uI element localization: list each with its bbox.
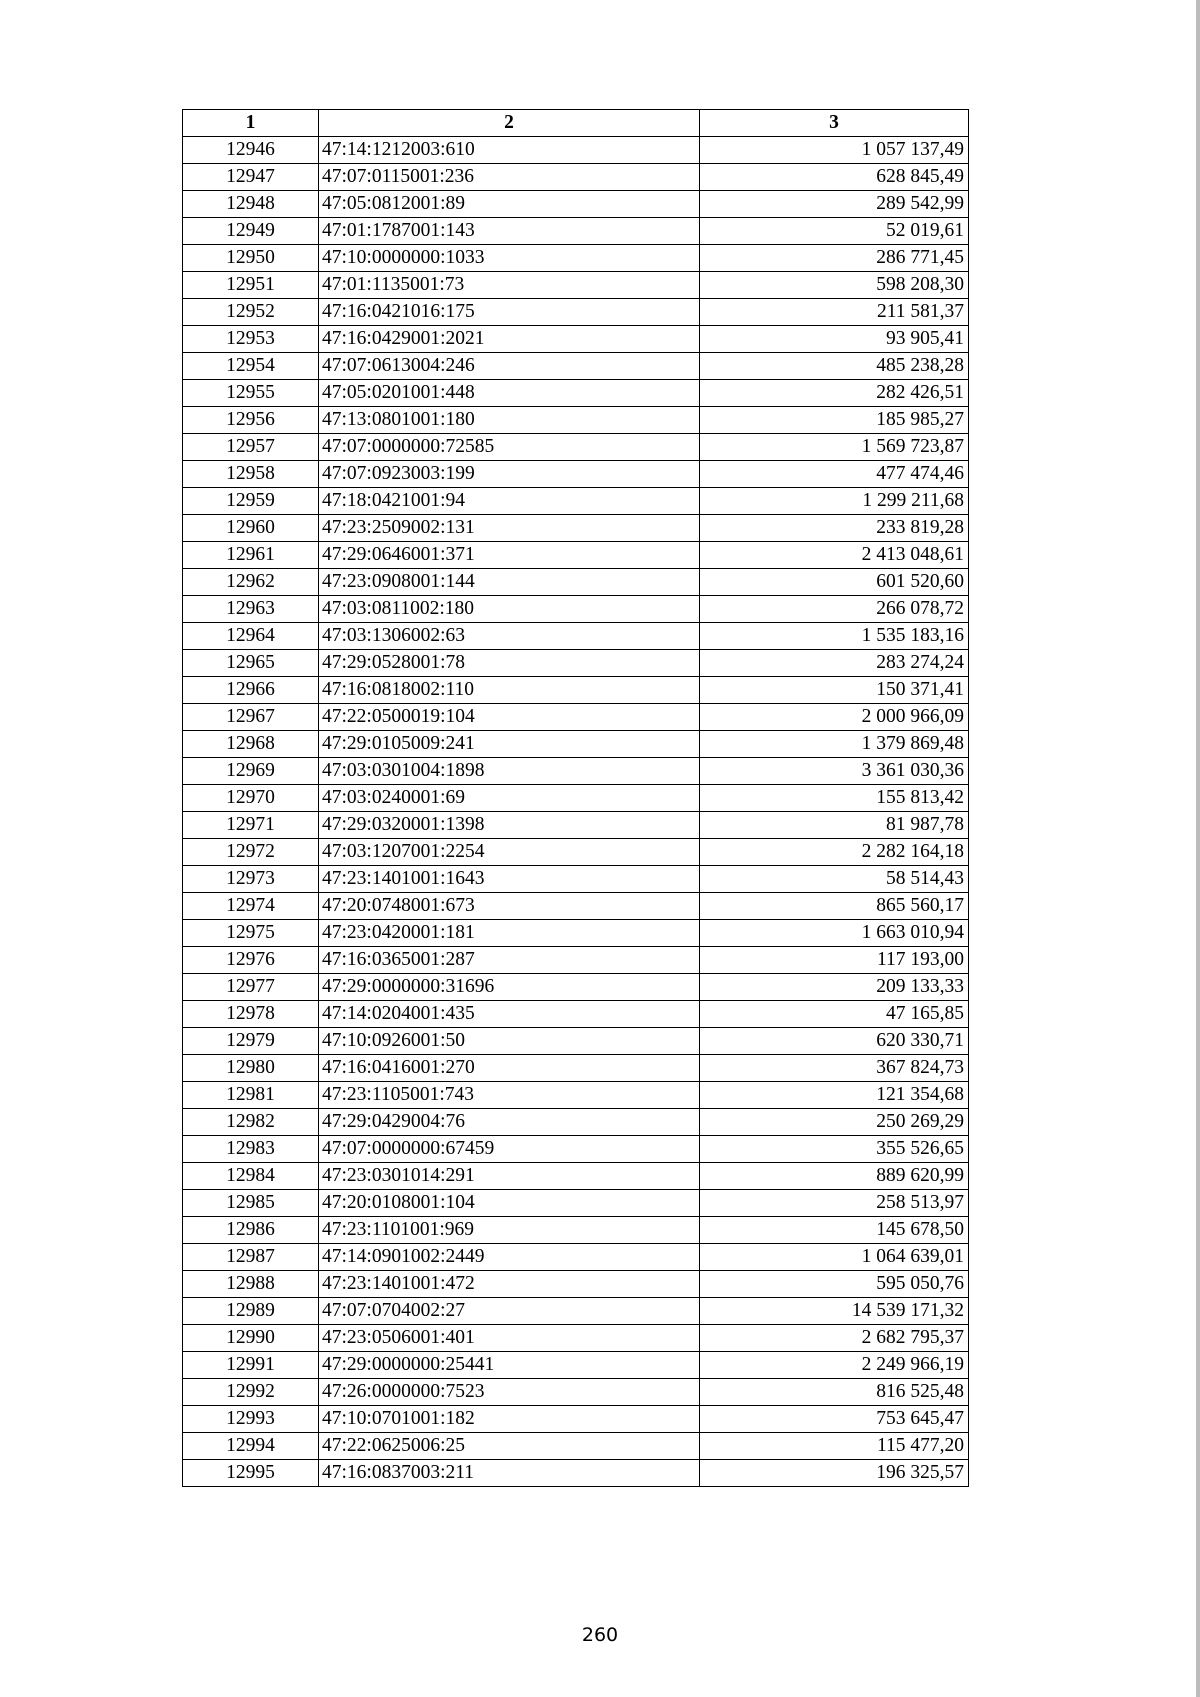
table-row xyxy=(183,650,969,677)
table-row xyxy=(183,1379,969,1406)
table-row xyxy=(183,866,969,893)
row-number-cell: 12962 xyxy=(183,569,319,596)
value-cell: 47 165,85 xyxy=(700,1001,969,1028)
row-number-cell: 12986 xyxy=(183,1217,319,1244)
row-number-cell: 12959 xyxy=(183,488,319,515)
row-number-cell: 12957 xyxy=(183,434,319,461)
cadastral-number-cell: 47:16:0837003:211 xyxy=(319,1460,700,1487)
cadastral-number-cell: 47:16:0429001:2021 xyxy=(319,326,700,353)
value-cell: 233 819,28 xyxy=(700,515,969,542)
value-cell: 286 771,45 xyxy=(700,245,969,272)
row-number-cell: 12956 xyxy=(183,407,319,434)
cadastral-number-cell: 47:23:0506001:401 xyxy=(319,1325,700,1352)
value-cell: 289 542,99 xyxy=(700,191,969,218)
row-number-cell: 12989 xyxy=(183,1298,319,1325)
cadastral-number-cell: 47:23:1105001:743 xyxy=(319,1082,700,1109)
cadastral-number-cell: 47:07:0704002:27 xyxy=(319,1298,700,1325)
row-number-cell: 12995 xyxy=(183,1460,319,1487)
table-row xyxy=(183,1082,969,1109)
value-cell: 282 426,51 xyxy=(700,380,969,407)
value-cell: 81 987,78 xyxy=(700,812,969,839)
page-number: 260 xyxy=(581,1624,619,1646)
row-number-cell: 12971 xyxy=(183,812,319,839)
value-cell: 121 354,68 xyxy=(700,1082,969,1109)
row-number-cell: 12990 xyxy=(183,1325,319,1352)
cadastral-number-cell: 47:16:0818002:110 xyxy=(319,677,700,704)
cadastral-number-cell: 47:29:0429004:76 xyxy=(319,1109,700,1136)
table-row xyxy=(183,218,969,245)
row-number-cell: 12981 xyxy=(183,1082,319,1109)
table-row xyxy=(183,758,969,785)
cadastral-number-cell: 47:10:0000000:1033 xyxy=(319,245,700,272)
value-cell: 14 539 171,32 xyxy=(700,1298,969,1325)
cadastral-number-cell: 47:20:0108001:104 xyxy=(319,1190,700,1217)
table-row xyxy=(183,731,969,758)
cadastral-number-cell: 47:03:0811002:180 xyxy=(319,596,700,623)
cadastral-number-cell: 47:03:0240001:69 xyxy=(319,785,700,812)
value-cell: 1 379 869,48 xyxy=(700,731,969,758)
table-row xyxy=(183,1244,969,1271)
row-number-cell: 12968 xyxy=(183,731,319,758)
table-row xyxy=(183,1055,969,1082)
value-cell: 1 057 137,49 xyxy=(700,137,969,164)
value-cell: 250 269,29 xyxy=(700,1109,969,1136)
value-cell: 258 513,97 xyxy=(700,1190,969,1217)
value-cell: 155 813,42 xyxy=(700,785,969,812)
cadastral-number-cell: 47:03:1306002:63 xyxy=(319,623,700,650)
cadastral-number-cell: 47:23:0908001:144 xyxy=(319,569,700,596)
cadastral-number-cell: 47:18:0421001:94 xyxy=(319,488,700,515)
cadastral-number-cell: 47:03:0301004:1898 xyxy=(319,758,700,785)
page-edge-strip xyxy=(1196,0,1200,1697)
value-cell: 145 678,50 xyxy=(700,1217,969,1244)
row-number-cell: 12976 xyxy=(183,947,319,974)
value-cell: 620 330,71 xyxy=(700,1028,969,1055)
cadastral-number-cell: 47:22:0625006:25 xyxy=(319,1433,700,1460)
value-cell: 355 526,65 xyxy=(700,1136,969,1163)
table-row xyxy=(183,1217,969,1244)
cadastral-number-cell: 47:14:1212003:610 xyxy=(319,137,700,164)
table-row xyxy=(183,812,969,839)
value-cell: 196 325,57 xyxy=(700,1460,969,1487)
row-number-cell: 12982 xyxy=(183,1109,319,1136)
value-cell: 889 620,99 xyxy=(700,1163,969,1190)
table-row xyxy=(183,1433,969,1460)
table-row xyxy=(183,974,969,1001)
row-number-cell: 12953 xyxy=(183,326,319,353)
value-cell: 3 361 030,36 xyxy=(700,758,969,785)
row-number-cell: 12975 xyxy=(183,920,319,947)
cadastral-number-cell: 47:16:0365001:287 xyxy=(319,947,700,974)
row-number-cell: 12993 xyxy=(183,1406,319,1433)
row-number-cell: 12984 xyxy=(183,1163,319,1190)
row-number-cell: 12973 xyxy=(183,866,319,893)
table-row xyxy=(183,596,969,623)
table-row xyxy=(183,272,969,299)
value-cell: 1 663 010,94 xyxy=(700,920,969,947)
table-row xyxy=(183,137,969,164)
data-table xyxy=(182,109,969,1487)
value-cell: 753 645,47 xyxy=(700,1406,969,1433)
value-cell: 1 299 211,68 xyxy=(700,488,969,515)
cadastral-number-cell: 47:23:1401001:472 xyxy=(319,1271,700,1298)
row-number-cell: 12966 xyxy=(183,677,319,704)
cadastral-number-cell: 47:03:1207001:2254 xyxy=(319,839,700,866)
cadastral-number-cell: 47:07:0613004:246 xyxy=(319,353,700,380)
value-cell: 209 133,33 xyxy=(700,974,969,1001)
table-row xyxy=(183,542,969,569)
cadastral-number-cell: 47:22:0500019:104 xyxy=(319,704,700,731)
table-row xyxy=(183,245,969,272)
cadastral-number-cell: 47:26:0000000:7523 xyxy=(319,1379,700,1406)
table-row xyxy=(183,326,969,353)
value-cell: 2 000 966,09 xyxy=(700,704,969,731)
row-number-cell: 12961 xyxy=(183,542,319,569)
cadastral-number-cell: 47:10:0701001:182 xyxy=(319,1406,700,1433)
cadastral-number-cell: 47:20:0748001:673 xyxy=(319,893,700,920)
table-row xyxy=(183,785,969,812)
cadastral-number-cell: 47:23:0301014:291 xyxy=(319,1163,700,1190)
cadastral-number-cell: 47:07:0923003:199 xyxy=(319,461,700,488)
table-row xyxy=(183,920,969,947)
table-row xyxy=(183,407,969,434)
cadastral-number-cell: 47:23:2509002:131 xyxy=(319,515,700,542)
value-cell: 816 525,48 xyxy=(700,1379,969,1406)
cadastral-number-cell: 47:07:0000000:72585 xyxy=(319,434,700,461)
value-cell: 367 824,73 xyxy=(700,1055,969,1082)
cadastral-number-cell: 47:07:0000000:67459 xyxy=(319,1136,700,1163)
cadastral-number-cell: 47:23:0420001:181 xyxy=(319,920,700,947)
cadastral-number-cell: 47:23:1401001:1643 xyxy=(319,866,700,893)
cadastral-number-cell: 47:29:0105009:241 xyxy=(319,731,700,758)
table-row xyxy=(183,1460,969,1487)
row-number-cell: 12988 xyxy=(183,1271,319,1298)
cadastral-number-cell: 47:29:0646001:371 xyxy=(319,542,700,569)
value-cell: 1 535 183,16 xyxy=(700,623,969,650)
row-number-cell: 12967 xyxy=(183,704,319,731)
cadastral-number-cell: 47:13:0801001:180 xyxy=(319,407,700,434)
row-number-cell: 12969 xyxy=(183,758,319,785)
table-row xyxy=(183,1352,969,1379)
table-row xyxy=(183,191,969,218)
column-header-1: 1 xyxy=(183,110,319,137)
cadastral-number-cell: 47:29:0000000:25441 xyxy=(319,1352,700,1379)
row-number-cell: 12985 xyxy=(183,1190,319,1217)
table-header xyxy=(183,110,969,137)
cadastral-number-cell: 47:10:0926001:50 xyxy=(319,1028,700,1055)
row-number-cell: 12992 xyxy=(183,1379,319,1406)
table-row xyxy=(183,299,969,326)
value-cell: 2 249 966,19 xyxy=(700,1352,969,1379)
column-header-3: 3 xyxy=(700,110,969,137)
column-header-2: 2 xyxy=(319,110,700,137)
row-number-cell: 12958 xyxy=(183,461,319,488)
value-cell: 211 581,37 xyxy=(700,299,969,326)
value-cell: 2 413 048,61 xyxy=(700,542,969,569)
value-cell: 485 238,28 xyxy=(700,353,969,380)
header-row xyxy=(183,110,969,137)
table-row xyxy=(183,488,969,515)
row-number-cell: 12978 xyxy=(183,1001,319,1028)
value-cell: 150 371,41 xyxy=(700,677,969,704)
row-number-cell: 12954 xyxy=(183,353,319,380)
table-row xyxy=(183,1136,969,1163)
table-row xyxy=(183,623,969,650)
value-cell: 52 019,61 xyxy=(700,218,969,245)
value-cell: 601 520,60 xyxy=(700,569,969,596)
row-number-cell: 12980 xyxy=(183,1055,319,1082)
value-cell: 1 064 639,01 xyxy=(700,1244,969,1271)
cadastral-number-cell: 47:05:0201001:448 xyxy=(319,380,700,407)
table-row xyxy=(183,1028,969,1055)
value-cell: 283 274,24 xyxy=(700,650,969,677)
cadastral-number-cell: 47:23:1101001:969 xyxy=(319,1217,700,1244)
row-number-cell: 12964 xyxy=(183,623,319,650)
table-row xyxy=(183,893,969,920)
row-number-cell: 12963 xyxy=(183,596,319,623)
row-number-cell: 12960 xyxy=(183,515,319,542)
cadastral-number-cell: 47:14:0204001:435 xyxy=(319,1001,700,1028)
value-cell: 1 569 723,87 xyxy=(700,434,969,461)
row-number-cell: 12970 xyxy=(183,785,319,812)
table-row xyxy=(183,1298,969,1325)
table-row xyxy=(183,164,969,191)
value-cell: 628 845,49 xyxy=(700,164,969,191)
value-cell: 2 682 795,37 xyxy=(700,1325,969,1352)
cadastral-number-cell: 47:29:0320001:1398 xyxy=(319,812,700,839)
table-row xyxy=(183,1325,969,1352)
table-row xyxy=(183,353,969,380)
row-number-cell: 12955 xyxy=(183,380,319,407)
row-number-cell: 12965 xyxy=(183,650,319,677)
row-number-cell: 12974 xyxy=(183,893,319,920)
table-row xyxy=(183,461,969,488)
value-cell: 93 905,41 xyxy=(700,326,969,353)
value-cell: 2 282 164,18 xyxy=(700,839,969,866)
row-number-cell: 12946 xyxy=(183,137,319,164)
row-number-cell: 12950 xyxy=(183,245,319,272)
table-row xyxy=(183,569,969,596)
row-number-cell: 12949 xyxy=(183,218,319,245)
table-row xyxy=(183,947,969,974)
value-cell: 185 985,27 xyxy=(700,407,969,434)
table-row xyxy=(183,1001,969,1028)
value-cell: 58 514,43 xyxy=(700,866,969,893)
value-cell: 598 208,30 xyxy=(700,272,969,299)
table-row xyxy=(183,1271,969,1298)
table-row xyxy=(183,839,969,866)
table-row xyxy=(183,677,969,704)
value-cell: 115 477,20 xyxy=(700,1433,969,1460)
value-cell: 595 050,76 xyxy=(700,1271,969,1298)
row-number-cell: 12952 xyxy=(183,299,319,326)
table-row xyxy=(183,380,969,407)
row-number-cell: 12991 xyxy=(183,1352,319,1379)
row-number-cell: 12948 xyxy=(183,191,319,218)
row-number-cell: 12979 xyxy=(183,1028,319,1055)
row-number-cell: 12977 xyxy=(183,974,319,1001)
value-cell: 266 078,72 xyxy=(700,596,969,623)
table-row xyxy=(183,434,969,461)
table-body xyxy=(183,137,969,1487)
cadastral-number-cell: 47:07:0115001:236 xyxy=(319,164,700,191)
row-number-cell: 12972 xyxy=(183,839,319,866)
table-row xyxy=(183,1190,969,1217)
table-row xyxy=(183,1109,969,1136)
row-number-cell: 12994 xyxy=(183,1433,319,1460)
cadastral-number-cell: 47:29:0528001:78 xyxy=(319,650,700,677)
value-cell: 117 193,00 xyxy=(700,947,969,974)
table-row xyxy=(183,1406,969,1433)
table-row xyxy=(183,1163,969,1190)
row-number-cell: 12983 xyxy=(183,1136,319,1163)
value-cell: 865 560,17 xyxy=(700,893,969,920)
cadastral-number-cell: 47:29:0000000:31696 xyxy=(319,974,700,1001)
cadastral-number-cell: 47:16:0416001:270 xyxy=(319,1055,700,1082)
cadastral-number-cell: 47:05:0812001:89 xyxy=(319,191,700,218)
row-number-cell: 12947 xyxy=(183,164,319,191)
value-cell: 477 474,46 xyxy=(700,461,969,488)
table-row xyxy=(183,704,969,731)
cadastral-number-cell: 47:01:1135001:73 xyxy=(319,272,700,299)
row-number-cell: 12951 xyxy=(183,272,319,299)
table-row xyxy=(183,515,969,542)
cadastral-number-cell: 47:16:0421016:175 xyxy=(319,299,700,326)
cadastral-number-cell: 47:14:0901002:2449 xyxy=(319,1244,700,1271)
cadastral-number-cell: 47:01:1787001:143 xyxy=(319,218,700,245)
row-number-cell: 12987 xyxy=(183,1244,319,1271)
